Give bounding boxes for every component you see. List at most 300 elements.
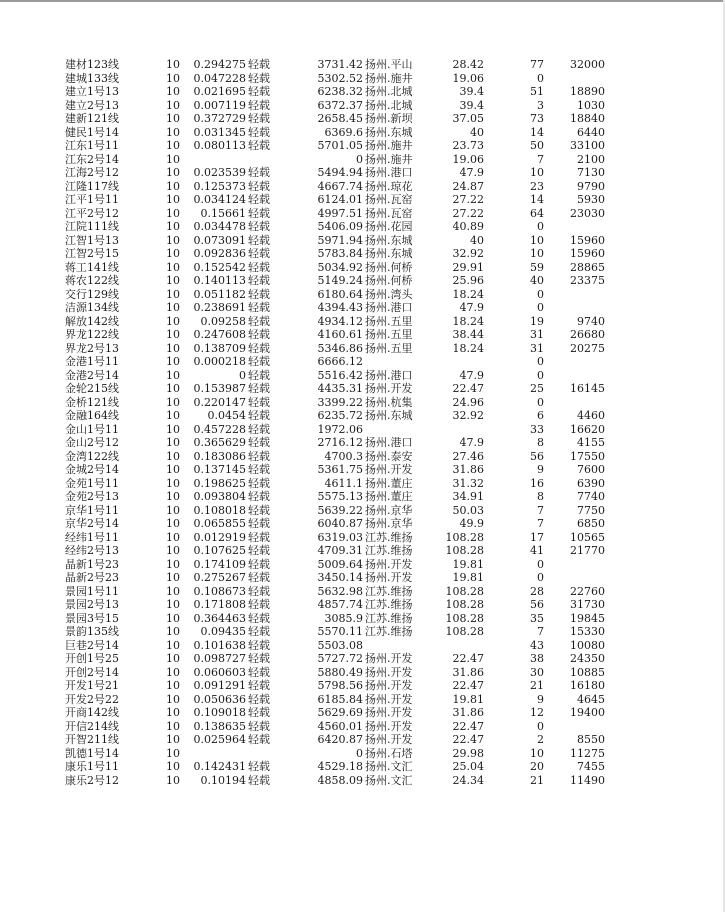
voltage-cell: 10 [166,449,180,463]
count-cell: 77 [530,58,544,71]
load-status-cell: 轻载 [248,382,270,395]
distance-cell: 22.47 [452,719,484,733]
count-cell: 0 [537,719,544,733]
count-cell: 73 [530,112,544,125]
substation-cell: 扬州.京华 [365,503,413,517]
capacity-cell: 6235.72 [317,409,363,422]
load-status-cell: 轻载 [248,625,270,638]
voltage-cell: 10 [166,490,180,503]
voltage-cell: 10 [166,598,180,611]
table-row [0,679,725,693]
load-rate-cell: 0.0454 [207,409,246,422]
voltage-cell: 10 [166,517,180,530]
capacity-cell: 2716.12 [317,436,363,449]
voltage-cell: 10 [166,530,180,544]
distance-cell: 47.9 [459,301,484,314]
count-cell: 40 [530,274,544,287]
table-row [0,490,725,504]
distance-cell: 31.86 [452,665,484,679]
load-status-cell: 轻载 [248,760,270,773]
distance-cell: 49.9 [459,517,484,530]
capacity-cell: 6238.32 [317,85,363,98]
count-cell: 14 [530,193,544,206]
total-cell: 10885 [570,665,605,679]
capacity-cell: 3085.9 [324,611,363,625]
load-status-cell: 轻载 [248,611,270,625]
substation-cell: 扬州.东城 [365,233,413,247]
load-rate-cell: 0.372729 [193,112,246,125]
load-rate-cell: 0.091291 [193,679,246,692]
total-cell: 22760 [570,584,605,598]
load-rate-cell: 0.050636 [193,692,246,706]
capacity-cell: 6185.84 [317,692,363,706]
table-row [0,396,725,410]
substation-cell: 扬州.京华 [365,517,413,530]
voltage-cell: 10 [166,733,180,746]
voltage-cell: 10 [166,409,180,422]
substation-cell: 扬州.开发 [365,382,413,395]
distance-cell: 18.24 [452,314,484,328]
capacity-cell: 4934.12 [317,314,363,328]
load-status-cell: 轻载 [248,463,270,476]
total-cell: 7740 [577,490,605,503]
distance-cell: 27.22 [452,206,484,220]
load-rate-cell: 0.021695 [193,85,246,98]
load-status-cell: 轻载 [248,557,270,571]
table-row [0,720,725,734]
distance-cell: 39.4 [459,85,484,98]
total-cell: 5930 [577,193,605,206]
substation-cell: 扬州.港口 [365,301,413,314]
count-cell: 3 [537,98,544,112]
load-status-cell: 轻载 [248,220,270,233]
line-name-cell: 景园3号15 [65,611,119,625]
distance-cell: 40 [470,125,484,139]
load-rate-cell: 0.174109 [193,557,246,571]
voltage-cell: 10 [166,719,180,733]
load-rate-cell: 0.092836 [193,247,246,260]
distance-cell: 24.87 [452,179,484,193]
capacity-cell: 5880.49 [317,665,363,679]
capacity-cell: 5639.22 [317,503,363,517]
table-row [0,234,725,248]
capacity-cell: 5494.94 [317,166,363,179]
line-name-cell: 江东1号11 [65,139,119,152]
table-row [0,774,725,788]
load-rate-cell: 0 [239,368,246,382]
total-cell: 20275 [570,341,605,355]
load-rate-cell: 0.034124 [193,193,246,206]
line-name-cell: 交行129线 [65,287,119,301]
total-cell: 24350 [570,652,605,665]
voltage-cell: 10 [166,476,180,490]
distance-cell: 28.42 [452,58,484,71]
table-row [0,112,725,126]
table-row [0,382,725,396]
table-row [0,477,725,491]
count-cell: 10 [530,166,544,179]
substation-cell: 扬州.五里 [365,328,413,341]
capacity-cell: 4529.18 [317,760,363,773]
voltage-cell: 10 [166,422,180,436]
voltage-cell: 10 [166,341,180,355]
load-status-cell: 轻载 [248,355,270,368]
substation-cell: 扬州.五里 [365,314,413,328]
count-cell: 20 [530,760,544,773]
substation-cell: 扬州.开发 [365,571,413,584]
load-status-cell: 轻载 [248,85,270,98]
count-cell: 0 [537,220,544,233]
count-cell: 56 [530,598,544,611]
count-cell: 38 [530,652,544,665]
voltage-cell: 10 [166,233,180,247]
substation-cell: 扬州.杭集 [365,395,413,409]
distance-cell: 27.22 [452,193,484,206]
load-rate-cell: 0.153987 [193,382,246,395]
distance-cell: 37.05 [452,112,484,125]
distance-cell: 47.9 [459,166,484,179]
capacity-cell: 6420.87 [317,733,363,746]
capacity-cell: 3399.22 [317,395,363,409]
count-cell: 10 [530,247,544,260]
capacity-cell: 5632.98 [317,584,363,598]
distance-cell: 31.86 [452,463,484,476]
load-rate-cell: 0.031345 [193,125,246,139]
load-rate-cell: 0.108018 [193,503,246,517]
table-row [0,369,725,383]
capacity-cell: 4435.31 [317,382,363,395]
distance-cell: 108.28 [445,625,484,638]
line-name-cell: 江智1号13 [65,233,119,247]
line-name-cell: 江平2号12 [65,206,119,220]
voltage-cell: 10 [166,287,180,301]
total-cell: 23375 [570,274,605,287]
total-cell: 10565 [570,530,605,544]
load-status-cell: 轻载 [248,517,270,530]
load-rate-cell: 0.457228 [193,422,246,436]
total-cell: 2100 [577,152,605,166]
distance-cell: 22.47 [452,382,484,395]
line-name-cell: 建新121线 [65,112,119,125]
load-rate-cell: 0.247608 [193,328,246,341]
line-name-cell: 金港2号14 [65,368,119,382]
load-rate-cell: 0.220147 [193,395,246,409]
load-rate-cell: 0.107625 [193,544,246,557]
load-rate-cell: 0.080113 [193,139,246,152]
count-cell: 17 [530,530,544,544]
total-cell: 16145 [570,382,605,395]
load-status-cell: 轻载 [248,179,270,193]
line-name-cell: 界龙122线 [65,328,119,341]
table-row [0,450,725,464]
voltage-cell: 10 [166,611,180,625]
total-cell: 7455 [577,760,605,773]
substation-cell: 扬州.董庄 [365,476,413,490]
count-cell: 2 [537,733,544,746]
line-name-cell: 晶新2号23 [65,571,119,584]
substation-cell: 扬州.瓦窑 [365,193,413,206]
line-name-cell: 凯德1号14 [65,746,119,760]
table-row [0,760,725,774]
total-cell: 4460 [577,409,605,422]
load-status-cell: 轻载 [248,692,270,706]
total-cell: 4155 [577,436,605,449]
substation-cell: 扬州.开发 [365,463,413,476]
capacity-cell: 6372.37 [317,98,363,112]
total-cell: 33100 [570,139,605,152]
substation-cell: 扬州.琼花 [365,179,413,193]
voltage-cell: 10 [166,760,180,773]
distance-cell: 32.92 [452,409,484,422]
voltage-cell: 10 [166,166,180,179]
line-name-cell: 金山1号11 [65,422,119,436]
table-row [0,274,725,288]
voltage-cell: 10 [166,652,180,665]
substation-cell: 扬州.花园 [365,220,413,233]
capacity-cell: 4709.31 [317,544,363,557]
distance-cell: 24.96 [452,395,484,409]
distance-cell: 19.06 [452,152,484,166]
total-cell: 4645 [577,692,605,706]
line-name-cell: 健民1号14 [65,125,119,139]
voltage-cell: 10 [166,503,180,517]
capacity-cell: 5971.94 [317,233,363,247]
line-name-cell: 金湾122线 [65,449,119,463]
table-row [0,463,725,477]
load-rate-cell: 0.364463 [193,611,246,625]
substation-cell: 扬州.东城 [365,247,413,260]
capacity-cell: 4667.74 [317,179,363,193]
line-name-cell: 江隆117线 [65,179,119,193]
line-name-cell: 洁源134线 [65,301,119,314]
line-name-cell: 景韵135线 [65,625,119,638]
voltage-cell: 10 [166,152,180,166]
voltage-cell: 10 [166,571,180,584]
line-name-cell: 江东2号14 [65,152,119,166]
total-cell: 32000 [570,58,605,71]
voltage-cell: 10 [166,247,180,260]
count-cell: 9 [537,463,544,476]
line-name-cell: 江平1号11 [65,193,119,206]
voltage-cell: 10 [166,544,180,557]
voltage-cell: 10 [166,746,180,760]
capacity-cell: 5701.05 [317,139,363,152]
table-row [0,423,725,437]
table-row [0,544,725,558]
load-status-cell: 轻载 [248,476,270,490]
count-cell: 30 [530,665,544,679]
line-name-cell: 开商142线 [65,706,119,719]
voltage-cell: 10 [166,625,180,638]
load-rate-cell: 0.09435 [200,625,246,638]
voltage-cell: 10 [166,139,180,152]
load-status-cell: 轻载 [248,490,270,503]
table-row [0,652,725,666]
voltage-cell: 10 [166,584,180,598]
load-rate-cell: 0.137145 [193,463,246,476]
capacity-cell: 4700.3 [324,449,363,463]
capacity-cell: 5727.72 [317,652,363,665]
capacity-cell: 4997.51 [317,206,363,220]
line-name-cell: 康乐1号11 [65,760,119,773]
load-status-cell: 轻载 [248,341,270,355]
load-status-cell: 轻载 [248,247,270,260]
distance-cell: 108.28 [445,611,484,625]
distance-cell: 22.47 [452,679,484,692]
count-cell: 0 [537,557,544,571]
table-row [0,747,725,761]
table-row [0,598,725,612]
load-rate-cell: 0.023539 [193,166,246,179]
total-cell: 15330 [570,625,605,638]
table-row [0,247,725,261]
total-cell: 9790 [577,179,605,193]
voltage-cell: 10 [166,314,180,328]
load-status-cell: 轻载 [248,733,270,746]
substation-cell: 扬州.平山 [365,58,413,71]
distance-cell: 29.98 [452,746,484,760]
table-row [0,153,725,167]
distance-cell: 19.81 [452,571,484,584]
table-row [0,315,725,329]
table-row [0,517,725,531]
substation-cell: 扬州.石塔 [365,746,413,760]
voltage-cell: 10 [166,679,180,692]
capacity-cell: 5406.09 [317,220,363,233]
line-name-cell: 金苑1号11 [65,476,119,490]
substation-cell: 扬州.北城 [365,85,413,98]
load-rate-cell: 0.140113 [193,274,246,287]
total-cell: 7600 [577,463,605,476]
voltage-cell: 10 [166,112,180,125]
table-row [0,585,725,599]
distance-cell: 108.28 [445,584,484,598]
line-name-cell: 金轮215线 [65,382,119,395]
load-status-cell: 轻载 [248,665,270,679]
count-cell: 25 [530,382,544,395]
table-row [0,693,725,707]
substation-cell: 扬州.瓦窑 [365,206,413,220]
line-name-cell: 金港1号11 [65,355,119,368]
count-cell: 21 [530,679,544,692]
load-rate-cell: 0.007119 [193,98,246,112]
capacity-cell: 5009.64 [317,557,363,571]
substation-cell: 江苏.维扬 [365,584,413,598]
count-cell: 10 [530,746,544,760]
capacity-cell: 4394.43 [317,301,363,314]
distance-cell: 19.81 [452,557,484,571]
load-rate-cell: 0.09258 [200,314,246,328]
voltage-cell: 10 [166,125,180,139]
distance-cell: 40.89 [452,220,484,233]
line-name-cell: 开发1号21 [65,679,119,692]
count-cell: 41 [530,544,544,557]
table-row [0,639,725,653]
count-cell: 0 [537,571,544,584]
load-rate-cell: 0.142431 [193,760,246,773]
count-cell: 28 [530,584,544,598]
substation-cell: 江苏.维扬 [365,611,413,625]
load-status-cell: 轻载 [248,598,270,611]
table-row [0,139,725,153]
total-cell: 19400 [570,706,605,719]
line-name-cell: 京华2号14 [65,517,119,530]
load-rate-cell: 0.15661 [200,206,246,220]
load-rate-cell: 0.183086 [193,449,246,463]
line-name-cell: 金山2号12 [65,436,119,449]
line-name-cell: 金桥121线 [65,395,119,409]
count-cell: 31 [530,328,544,341]
table-row [0,301,725,315]
total-cell: 11490 [570,773,605,787]
count-cell: 8 [537,436,544,449]
table-row [0,207,725,221]
load-status-cell: 轻载 [248,638,270,652]
load-rate-cell: 0.125373 [193,179,246,193]
load-status-cell: 轻载 [248,314,270,328]
distance-cell: 38.44 [452,328,484,341]
capacity-cell: 0 [356,152,363,166]
capacity-cell: 4857.74 [317,598,363,611]
distance-cell: 23.73 [452,139,484,152]
total-cell: 11275 [570,746,605,760]
line-name-cell: 江院111线 [65,220,119,233]
load-rate-cell: 0.198625 [193,476,246,490]
load-status-cell: 轻载 [248,274,270,287]
capacity-cell: 2658.45 [317,112,363,125]
substation-cell: 扬州.开发 [365,692,413,706]
distance-cell: 27.46 [452,449,484,463]
page-top-border [0,0,725,2]
line-name-cell: 界龙2号13 [65,341,119,355]
distance-cell: 50.03 [452,503,484,517]
load-rate-cell: 0.365629 [193,436,246,449]
table-row [0,72,725,86]
total-cell: 10080 [570,638,605,652]
total-cell: 15960 [570,247,605,260]
load-status-cell: 轻载 [248,584,270,598]
load-rate-cell: 0.171808 [193,598,246,611]
total-cell: 23030 [570,206,605,220]
voltage-cell: 10 [166,98,180,112]
table-row [0,58,725,72]
load-status-cell: 轻载 [248,449,270,463]
substation-cell: 扬州.港口 [365,436,413,449]
distance-cell: 22.47 [452,652,484,665]
load-rate-cell: 0.138635 [193,719,246,733]
load-rate-cell: 0.238691 [193,301,246,314]
substation-cell: 扬州.北城 [365,98,413,112]
table-row [0,612,725,626]
total-cell: 8550 [577,733,605,746]
total-cell: 6850 [577,517,605,530]
distance-cell: 47.9 [459,436,484,449]
count-cell: 0 [537,395,544,409]
distance-cell: 108.28 [445,544,484,557]
load-rate-cell: 0.000218 [193,355,246,368]
capacity-cell: 1972.06 [317,422,363,436]
capacity-cell: 5034.92 [317,260,363,274]
load-rate-cell: 0.138709 [193,341,246,355]
substation-cell: 扬州.东城 [365,125,413,139]
distance-cell: 18.24 [452,341,484,355]
total-cell: 7750 [577,503,605,517]
count-cell: 21 [530,773,544,787]
substation-cell: 江苏.维扬 [365,544,413,557]
load-rate-cell: 0.051182 [193,287,246,301]
substation-cell: 扬州.开发 [365,733,413,746]
load-status-cell: 轻载 [248,652,270,665]
